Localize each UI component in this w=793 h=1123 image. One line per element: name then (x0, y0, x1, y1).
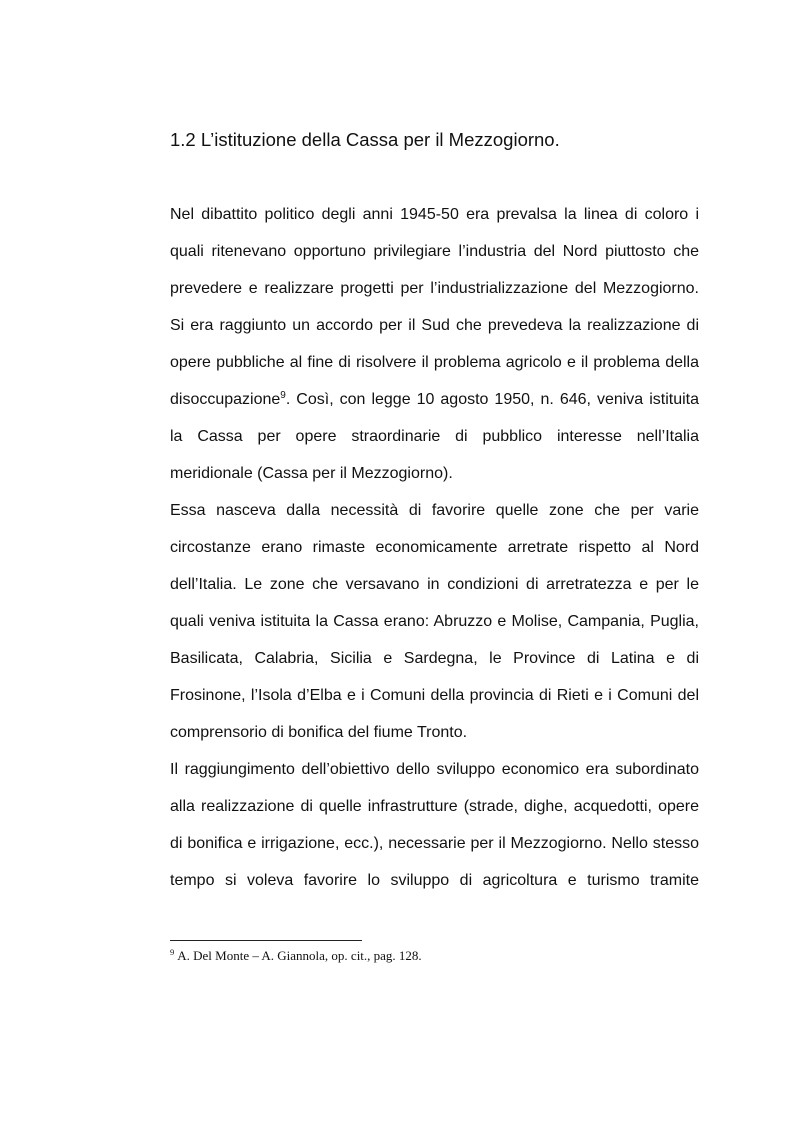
footnote-text: A. Del Monte – A. Giannola, op. cit., pag. 128. (177, 948, 422, 963)
text-line: quali veniva istituita la Cassa erano: Abruzzo e Molise, Campania, Puglia, (170, 613, 699, 630)
text-line: la Cassa per opere straordinarie di pubblico interesse nell’Italia (170, 428, 699, 445)
text-line: dell’Italia. Le zone che versavano in condizioni di arretratezza e per le (170, 576, 699, 593)
text-line: quali ritenevano opportuno privilegiare l’industria del Nord piuttosto che (170, 243, 699, 260)
text-line: Essa nasceva dalla necessità di favorire quelle zone che per varie (170, 502, 699, 519)
footnote-number: 9 (170, 947, 175, 957)
text-line: prevedere e realizzare progetti per l’industrializzazione del Mezzogiorno. (170, 280, 699, 297)
text-line: Nel dibattito politico degli anni 1945-50 era prevalsa la linea di coloro i (170, 206, 699, 223)
body-text (170, 196, 699, 899)
text-line: tempo si voleva favorire lo sviluppo di agricoltura e turismo tramite (170, 872, 699, 889)
section-heading: 1.2 L’istituzione della Cassa per il Mezzogiorno. (170, 129, 560, 150)
footnote (170, 947, 699, 965)
text-line: opere pubbliche al fine di risolvere il problema agricolo e il problema della (170, 354, 699, 371)
text-line: Si era raggiunto un accordo per il Sud che prevedeva la realizzazione di (170, 317, 699, 334)
text-line: di bonifica e irrigazione, ecc.), necessarie per il Mezzogiorno. Nello stesso (170, 835, 699, 852)
text-line: meridionale (Cassa per il Mezzogiorno). (170, 465, 453, 482)
footnote-reference: 9 (280, 390, 286, 401)
text-line: circostanze erano rimaste economicamente arretrate rispetto al Nord (170, 539, 699, 556)
text-segment: . Così, con legge 10 agosto 1950, n. 646, veniva istituita (285, 391, 699, 408)
text-line: Frosinone, l’Isola d’Elba e i Comuni della provincia di Rieti e i Comuni del (170, 687, 699, 704)
text-line-with-footnote (170, 381, 699, 418)
text-line: comprensorio di bonifica del fiume Tronto. (170, 724, 468, 741)
text-line: alla realizzazione di quelle infrastrutture (strade, dighe, acquedotti, opere (170, 798, 699, 815)
text-line: Il raggiungimento dell’obiettivo dello sviluppo economico era subordinato (170, 761, 699, 778)
footnote-divider (170, 940, 362, 941)
text-line: Basilicata, Calabria, Sicilia e Sardegna, le Province di Latina e di (170, 650, 699, 667)
text-segment: disoccupazione (170, 391, 281, 408)
